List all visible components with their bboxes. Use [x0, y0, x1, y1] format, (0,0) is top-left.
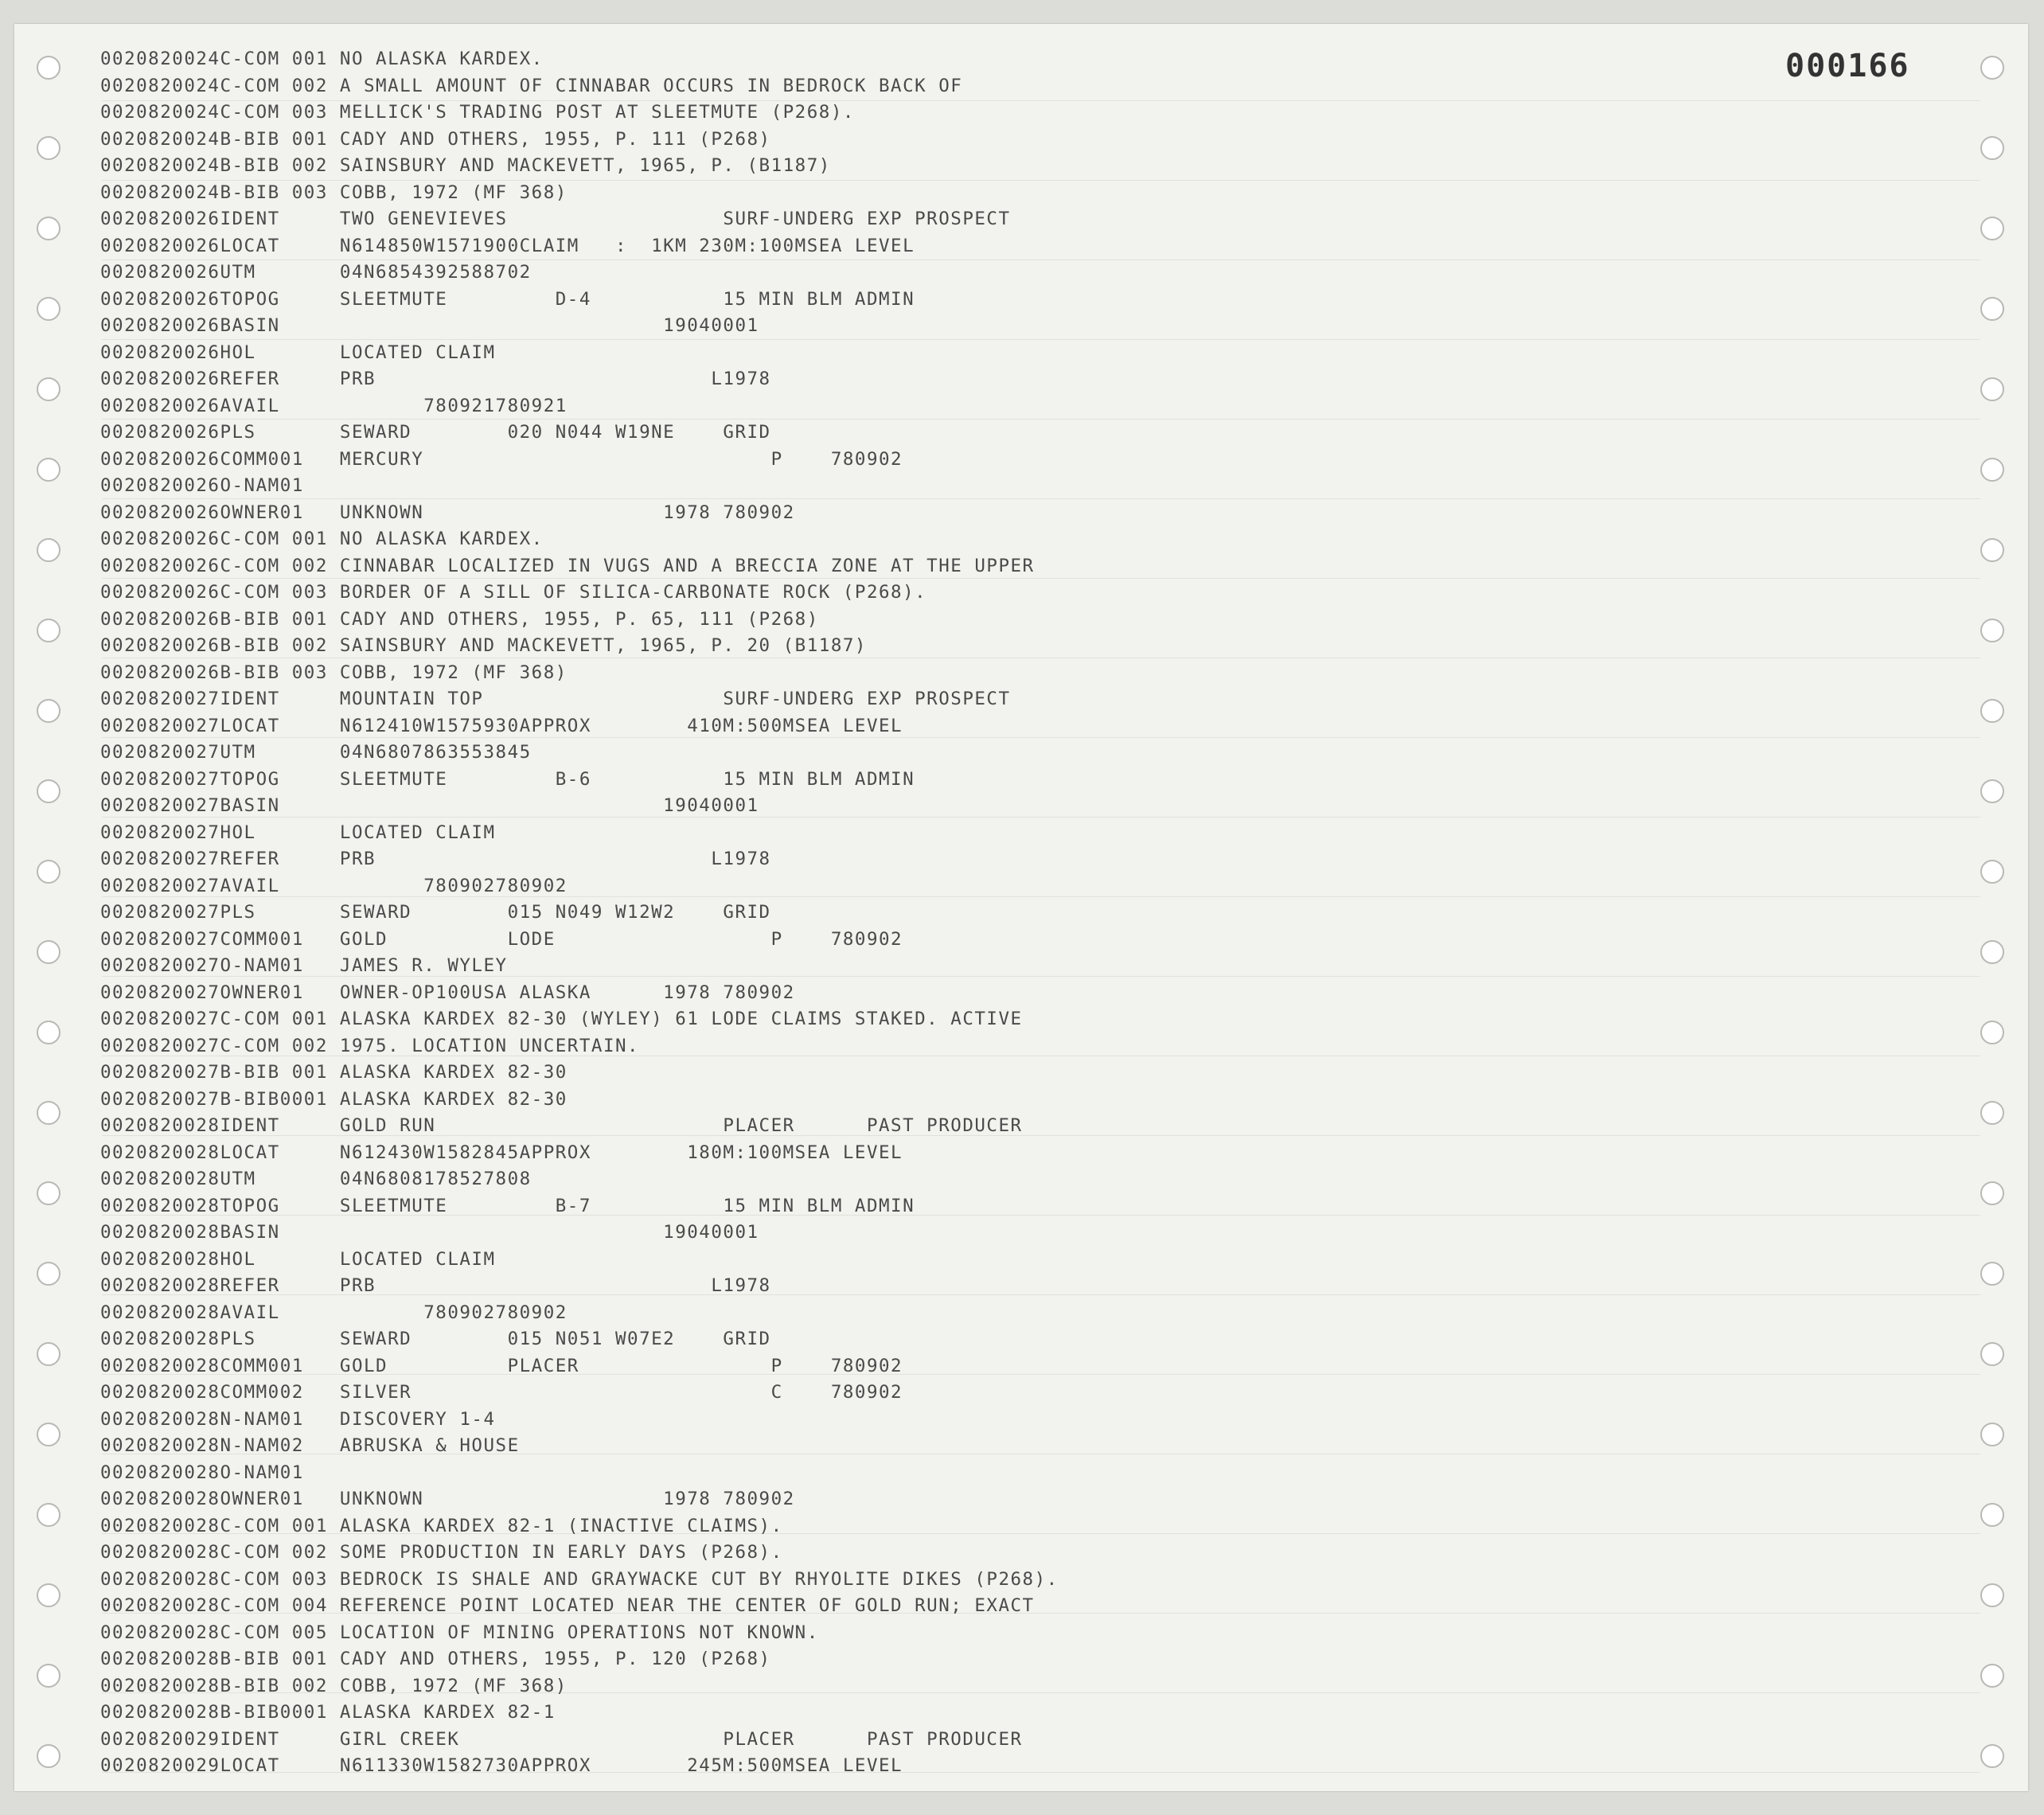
- record-line: 0020820028REFER PRB L1978: [100, 1275, 771, 1296]
- feed-hole: [37, 1744, 60, 1768]
- feed-hole: [1980, 297, 2004, 321]
- feed-hole: [1980, 1664, 2004, 1688]
- record-line: 0020820024C-COM 001 NO ALASKA KARDEX.: [100, 49, 544, 69]
- record-line: 0020820028LOCAT N612430W1582845APPROX 180M:100MSEA LEVEL: [100, 1142, 903, 1163]
- record-line: 0020820028B-BIB 001 CADY AND OTHERS, 1955, P. 120 (P268): [100, 1649, 771, 1669]
- feed-hole: [37, 56, 60, 80]
- feed-hole: [37, 458, 60, 482]
- record-line: 0020820027LOCAT N612410W1575930APPROX 410M:500MSEA LEVEL: [100, 715, 903, 736]
- record-line: 0020820027OWNER01 OWNER-OP100USA ALASKA 1978 780902: [100, 982, 795, 1003]
- feed-hole: [37, 1664, 60, 1688]
- feed-hole: [37, 779, 60, 803]
- feed-hole: [1980, 458, 2004, 482]
- record-line: 0020820028IDENT GOLD RUN PLACER PAST PRODUCER: [100, 1115, 1023, 1136]
- record-line: 0020820027O-NAM01 JAMES R. WYLEY: [100, 955, 508, 976]
- record-line: 0020820026LOCAT N614850W1571900CLAIM : 1KM 230M:100MSEA LEVEL: [100, 235, 915, 256]
- feed-hole: [1980, 1021, 2004, 1044]
- feed-hole: [37, 217, 60, 240]
- feed-hole: [1980, 940, 2004, 964]
- printout-sheet: [14, 24, 2028, 1791]
- record-line: 0020820026B-BIB 002 SAINSBURY AND MACKEVETT, 1965, P. 20 (B1187): [100, 635, 867, 656]
- record-line: 0020820028AVAIL 780902780902: [100, 1302, 568, 1323]
- feed-hole: [37, 136, 60, 160]
- record-line: 0020820028OWNER01 UNKNOWN 1978 780902: [100, 1489, 795, 1509]
- record-line: 0020820028COMM002 SILVER C 780902: [100, 1382, 903, 1403]
- record-line: 0020820024C-COM 003 MELLICK'S TRADING POST AT SLEETMUTE (P268).: [100, 102, 855, 123]
- record-line: 0020820028UTM 04N6808178527808: [100, 1169, 532, 1189]
- record-line: 0020820028C-COM 005 LOCATION OF MINING OPERATIONS NOT KNOWN.: [100, 1622, 819, 1643]
- record-line: 0020820029LOCAT N611330W1582730APPROX 245M:500MSEA LEVEL: [100, 1755, 903, 1776]
- record-line: 0020820026TOPOG SLEETMUTE D-4 15 MIN BLM ADMIN: [100, 288, 915, 310]
- record-line: 0020820028BASIN 19040001: [100, 1222, 759, 1243]
- feed-hole: [1980, 860, 2004, 884]
- feed-hole: [1980, 538, 2004, 562]
- record-line: 0020820027C-COM 002 1975. LOCATION UNCERTAIN.: [100, 1035, 640, 1056]
- record-line: 0020820028B-BIB 002 COBB, 1972 (MF 368): [100, 1675, 568, 1696]
- feed-hole: [37, 1021, 60, 1044]
- record-line: 0020820027AVAIL 780902780902: [100, 875, 568, 896]
- record-line: 0020820024B-BIB 002 SAINSBURY AND MACKEVETT, 1965, P. (B1187): [100, 155, 831, 176]
- record-line: 0020820027COMM001 GOLD LODE P 780902: [100, 928, 903, 950]
- record-line: 0020820026AVAIL 780921780921: [100, 395, 568, 416]
- record-line: 0020820027REFER PRB L1978: [100, 849, 771, 869]
- record-line: 0020820027B-BIB 001 ALASKA KARDEX 82-30: [100, 1062, 568, 1083]
- page-number: 000166: [1785, 48, 1910, 84]
- feed-hole: [1980, 1262, 2004, 1286]
- feed-hole: [37, 1181, 60, 1205]
- record-line: 0020820024C-COM 002 A SMALL AMOUNT OF CINNABAR OCCURS IN BEDROCK BACK OF: [100, 75, 963, 96]
- feed-hole: [1980, 1503, 2004, 1527]
- record-line: 0020820028PLS SEWARD 015 N051 W07E2 GRID: [100, 1329, 771, 1349]
- record-line: 0020820028C-COM 002 SOME PRODUCTION IN EARLY DAYS (P268).: [100, 1542, 783, 1563]
- feed-hole: [1980, 1101, 2004, 1125]
- record-line: 0020820027BASIN 19040001: [100, 795, 759, 816]
- feed-hole: [37, 1262, 60, 1286]
- record-line: 0020820027IDENT MOUNTAIN TOP SURF-UNDERG EXP PROSPECT: [100, 689, 1011, 709]
- record-line: 0020820029IDENT GIRL CREEK PLACER PAST PRODUCER: [100, 1728, 1023, 1750]
- record-line: 0020820028TOPOG SLEETMUTE B-7 15 MIN BLM ADMIN: [100, 1195, 915, 1216]
- record-line: 0020820026OWNER01 UNKNOWN 1978 780902: [100, 502, 795, 523]
- record-listing: [100, 46, 1059, 1780]
- record-line: 0020820026UTM 04N6854392588702: [100, 262, 532, 283]
- record-line: 0020820028HOL LOCATED CLAIM: [100, 1248, 496, 1270]
- record-line: 0020820026PLS SEWARD 020 N044 W19NE GRID: [100, 422, 771, 443]
- feed-hole: [37, 619, 60, 642]
- record-line: 0020820026COMM001 MERCURY P 780902: [100, 448, 903, 470]
- feed-hole: [37, 1503, 60, 1527]
- record-line: 0020820027UTM 04N6807863553845: [100, 742, 532, 763]
- feed-hole: [1980, 1744, 2004, 1768]
- record-line: 0020820026O-NAM01: [100, 475, 304, 496]
- feed-hole: [37, 297, 60, 321]
- record-line: 0020820028O-NAM01: [100, 1462, 304, 1483]
- record-line: 0020820026B-BIB 003 COBB, 1972 (MF 368): [100, 662, 568, 683]
- feed-hole: [37, 1423, 60, 1446]
- record-line: 0020820027TOPOG SLEETMUTE B-6 15 MIN BLM ADMIN: [100, 768, 915, 790]
- feed-hole: [1980, 56, 2004, 80]
- record-line: 0020820026B-BIB 001 CADY AND OTHERS, 1955, P. 65, 111 (P268): [100, 608, 819, 630]
- feed-hole: [1980, 699, 2004, 723]
- feed-hole: [37, 699, 60, 723]
- feed-hole: [1980, 377, 2004, 401]
- record-line: 0020820028COMM001 GOLD PLACER P 780902: [100, 1355, 903, 1376]
- feed-hole: [1980, 136, 2004, 160]
- feed-hole: [1980, 779, 2004, 803]
- record-line: 0020820027B-BIB0001 ALASKA KARDEX 82-30: [100, 1088, 568, 1110]
- record-line: 0020820028B-BIB0001 ALASKA KARDEX 82-1: [100, 1702, 556, 1723]
- record-line: 0020820026IDENT TWO GENEVIEVES SURF-UNDERG EXP PROSPECT: [100, 209, 1011, 229]
- feed-hole: [1980, 1181, 2004, 1205]
- feed-hole: [37, 860, 60, 884]
- feed-hole: [37, 940, 60, 964]
- record-line: 0020820027PLS SEWARD 015 N049 W12W2 GRID: [100, 902, 771, 923]
- feed-hole: [37, 1101, 60, 1125]
- feed-hole: [37, 1583, 60, 1607]
- record-line: 0020820026BASIN 19040001: [100, 315, 759, 336]
- record-line: 0020820027C-COM 001 ALASKA KARDEX 82-30 (WYLEY) 61 LODE CLAIMS STAKED. ACTIVE: [100, 1009, 1023, 1029]
- record-line: 0020820026HOL LOCATED CLAIM: [100, 342, 496, 363]
- record-line: 0020820024B-BIB 003 COBB, 1972 (MF 368): [100, 182, 568, 203]
- feed-hole: [1980, 1342, 2004, 1366]
- feed-hole: [37, 1342, 60, 1366]
- record-line: 0020820028C-COM 001 ALASKA KARDEX 82-1 (INACTIVE CLAIMS).: [100, 1515, 783, 1536]
- feed-hole: [1980, 217, 2004, 240]
- record-line: 0020820026REFER PRB L1978: [100, 369, 771, 389]
- record-line: 0020820028C-COM 003 BEDROCK IS SHALE AND GRAYWACKE CUT BY RHYOLITE DIKES (P268).: [100, 1568, 1059, 1590]
- record-line: 0020820028N-NAM01 DISCOVERY 1-4: [100, 1408, 496, 1430]
- feed-hole: [1980, 1423, 2004, 1446]
- record-line: 0020820028C-COM 004 REFERENCE POINT LOCATED NEAR THE CENTER OF GOLD RUN; EXACT: [100, 1595, 1035, 1616]
- record-line: 0020820026C-COM 001 NO ALASKA KARDEX.: [100, 529, 544, 549]
- feed-hole: [1980, 619, 2004, 642]
- record-line: 0020820027HOL LOCATED CLAIM: [100, 822, 496, 843]
- feed-hole: [1980, 1583, 2004, 1607]
- record-line: 0020820026C-COM 003 BORDER OF A SILL OF SILICA-CARBONATE ROCK (P268).: [100, 582, 927, 603]
- record-line: 0020820026C-COM 002 CINNABAR LOCALIZED IN VUGS AND A BRECCIA ZONE AT THE UPPER: [100, 555, 1035, 576]
- record-line: 0020820028N-NAM02 ABRUSKA & HOUSE: [100, 1435, 520, 1456]
- feed-hole: [37, 538, 60, 562]
- feed-hole: [37, 377, 60, 401]
- record-line: 0020820024B-BIB 001 CADY AND OTHERS, 1955, P. 111 (P268): [100, 128, 771, 150]
